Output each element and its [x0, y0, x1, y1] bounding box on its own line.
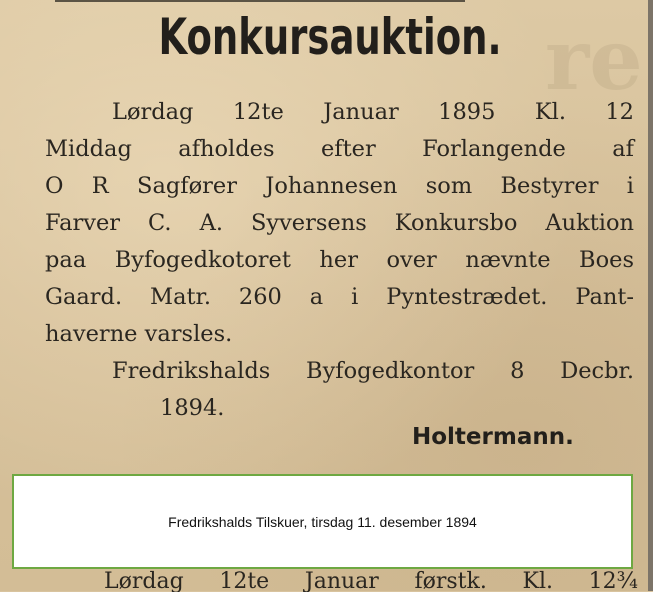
page-edge	[648, 0, 653, 591]
notice-line: Middag afholdes efter Forlangende af	[45, 136, 634, 162]
notice-title: Konkursauktion.	[158, 8, 502, 66]
notice-line: Gaard. Matr. 260 a i Pyntestrædet. Pant-	[45, 284, 634, 310]
column-rule	[55, 0, 465, 6]
notice-line: paa Byfogedkotoret her over nævnte Boes	[45, 247, 634, 273]
notice-line: Farver C. A. Syversens Konkursbo Auktion	[45, 210, 634, 236]
next-notice-partial-line	[104, 568, 638, 592]
notice-dateline: Fredrikshalds Byfogedkontor 8 Decbr.	[112, 358, 634, 384]
notice-line: Lørdag 12te Januar 1895 Kl. 12	[112, 99, 634, 125]
bleed-through-text: re	[545, 10, 643, 109]
notice-line: O R Sagfører Johannesen som Bestyrer i	[45, 173, 634, 199]
notice-signature: Holtermann.	[412, 424, 574, 450]
next-notice-text: Lørdag 12te Januar førstk. Kl. 12¾	[104, 569, 638, 592]
caption-box	[12, 474, 633, 569]
notice-year: 1894.	[160, 395, 225, 421]
caption-text: Fredrikshalds Tilskuer, tirsdag 11. desember 1894	[168, 513, 477, 530]
notice-line: haverne varsles.	[45, 321, 233, 347]
